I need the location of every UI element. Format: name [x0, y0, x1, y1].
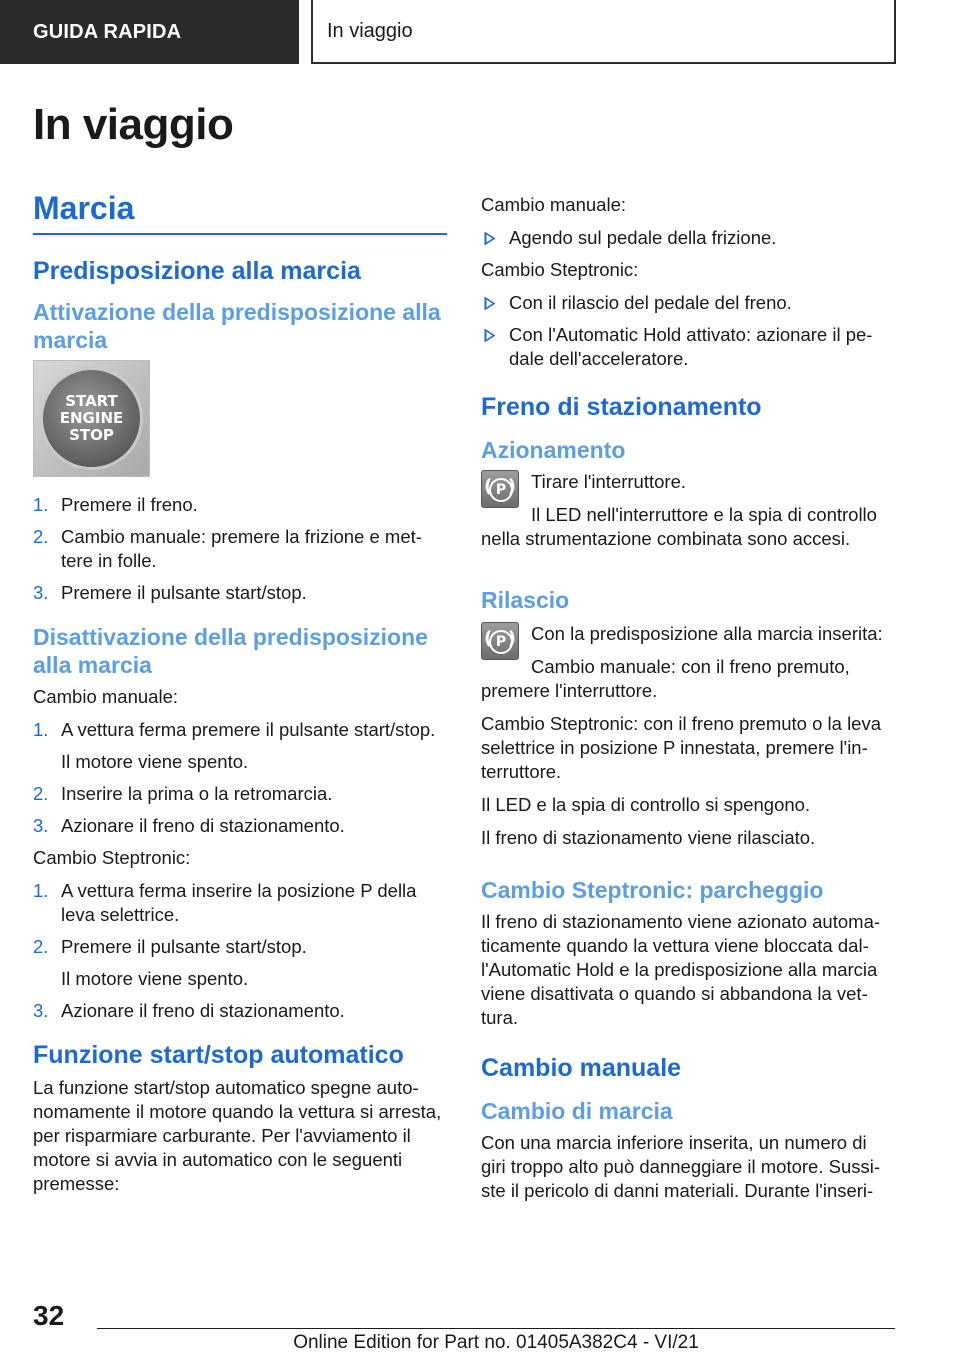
list-item: Con l'Automatic Hold attivato: azionare il pedale dell'acceleratore.: [481, 323, 895, 371]
azionamento-line1: Tirare l'interruttore.: [531, 471, 687, 492]
parcheggio-text: Il freno di stazionamento viene azionato automaticamente quando la vettura viene bloccata dall'Automatic Hold e la predisposizione alla marcia viene disattivata o quando si abbandona la vettura.: [481, 911, 881, 1028]
heading-rilascio: Rilascio: [481, 587, 570, 613]
start-engine-stop-button-image: [33, 360, 150, 477]
manual-gearbox-label: Cambio manuale:: [481, 194, 626, 215]
parking-brake-icon: ( P ): [481, 470, 519, 508]
heading-attivazione: Attivazione della predisposizione alla marcia: [33, 299, 441, 353]
manual-gearbox-label: Cambio manuale:: [33, 686, 178, 707]
section-title-marcia: Marcia: [33, 190, 447, 235]
manual-bullets: [481, 226, 895, 250]
subsection-cambio-manuale: Cambio manuale: [481, 1054, 682, 1082]
header-chapter-tab: In viaggio: [311, 0, 896, 64]
rilascio-line5: Il freno di stazionamento viene rilasciato.: [481, 827, 816, 848]
rilascio-line3: Cambio Steptronic: con il freno premuto o la leva selettrice in posizione P innestata, premere l'interruttore.: [481, 713, 882, 782]
footer-edition: Online Edition for Part no. 01405A382C4 - VI/21: [293, 1332, 699, 1353]
list-item: 1. A vettura ferma inserire la posizione P della leva selettrice.: [33, 880, 417, 925]
rilascio-line1: Con la predisposizione alla marcia inserita:: [531, 623, 883, 644]
header-section-tab: GUIDA RAPIDA: [0, 0, 299, 64]
attivazione-steps: [33, 493, 447, 605]
subsection-predisposizione: Predisposizione alla marcia: [33, 257, 361, 285]
subsection-startstop: Funzione start/stop automatico: [33, 1041, 404, 1069]
triangle-bullet-icon: [485, 232, 496, 246]
right-column: [481, 193, 895, 1212]
list-item: 3. Premere il pulsante start/stop.: [33, 582, 307, 603]
startstop-text: La funzione start/stop automatico spegne autonomamente il motore quando la vettura si arresta, per risparmiare carburante. Per l'avviamento il motore si avvia in automatico con le seguenti premesse:: [33, 1077, 442, 1194]
rilascio-line2: Cambio manuale: con il freno premuto, premere l'interruttore.: [481, 656, 850, 701]
list-item: 2. Cambio manuale: premere la frizione e mettere in folle.: [33, 526, 422, 571]
azionamento-line2: Il LED nell'interruttore e la spia di controllo nella strumentazione combinata sono accesi.: [481, 504, 877, 549]
rilascio-line4: Il LED e la spia di controllo si spengono.: [481, 794, 811, 815]
heading-azionamento: Azionamento: [481, 437, 626, 463]
steptronic-label: Cambio Steptronic:: [481, 259, 639, 280]
parking-brake-icon: ( P ): [481, 622, 519, 660]
list-item-continuation: Il motore viene spento.: [61, 751, 249, 772]
cambio-text: Con una marcia inferiore inserita, un numero di giri troppo alto può danneggiare il motore. Sussiste il pericolo di danni materiali. Durante l'inseri-: [481, 1132, 881, 1201]
list-item: 1. A vettura ferma premere il pulsante start/stop.: [33, 719, 436, 740]
footer-divider: [97, 1328, 895, 1329]
triangle-bullet-icon: [485, 329, 496, 343]
steptronic-label: Cambio Steptronic:: [33, 847, 191, 868]
steptronic-bullets: [481, 291, 895, 371]
start-stop-button-icon: [40, 367, 143, 470]
page-title: In viaggio: [33, 100, 234, 149]
list-item: 2. Premere il pulsante start/stop.: [33, 936, 307, 957]
page-number: 32: [33, 1300, 65, 1331]
list-item: 1. Premere il freno.: [33, 494, 198, 515]
list-item: 3. Azionare il freno di stazionamento.: [33, 815, 345, 836]
left-column: [33, 190, 447, 1205]
heading-cambio-di-marcia: Cambio di marcia: [481, 1098, 673, 1124]
subsection-freno: Freno di stazionamento: [481, 393, 762, 421]
list-item: 2. Inserire la prima o la retromarcia.: [33, 783, 333, 804]
list-item-continuation: Il motore viene spento.: [61, 968, 249, 989]
triangle-bullet-icon: [485, 297, 496, 311]
disattivazione-manual-steps: [33, 718, 447, 838]
heading-parcheggio: Cambio Steptronic: parcheggio: [481, 877, 824, 903]
list-item: Agendo sul pedale della frizione.: [481, 226, 895, 250]
start-stop-label: START ENGINE STOP: [59, 392, 124, 444]
heading-disattivazione: Disattivazione della predisposizione alla marcia: [33, 624, 428, 678]
disattivazione-steptronic-steps: [33, 879, 447, 1023]
list-item: 3. Azionare il freno di stazionamento.: [33, 1000, 345, 1021]
list-item: Con il rilascio del pedale del freno.: [481, 291, 895, 315]
